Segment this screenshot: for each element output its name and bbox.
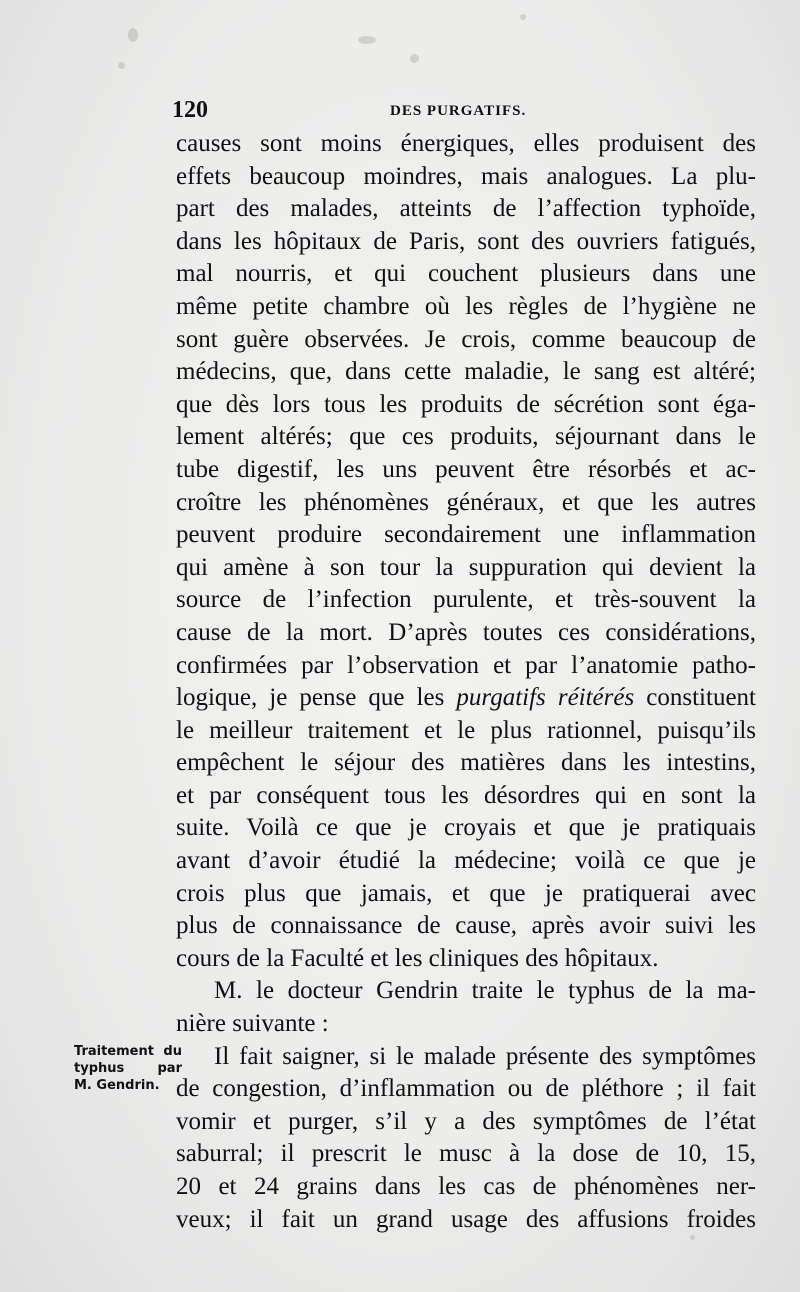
text-line: plus de connaissance de cause, après avoir suivi les <box>176 912 756 940</box>
margin-note <box>74 1043 182 1094</box>
page-number: 120 <box>172 97 208 123</box>
text-line: Il fait saigner, si le malade présente des symptômes <box>214 1042 756 1070</box>
text-line: même petite chambre où les règles de l’hygiène ne <box>176 292 756 320</box>
text-line: sont guère observées. Je crois, comme beaucoup de <box>176 325 756 353</box>
text-line: 20 et 24 grains dans les cas de phénomènes ner- <box>176 1173 756 1200</box>
text-line: confirmées par l’observation et par l’anatomie patho- <box>176 651 756 679</box>
text-line: cours de la Faculté et les cliniques des hôpitaux. <box>176 944 659 972</box>
body-text <box>176 128 756 1236</box>
text-line: avant d’avoir étudié la médecine; voilà ce que je <box>176 847 756 875</box>
text-line: part des malades, atteints de l’affection typhoïde, <box>176 195 756 223</box>
text-line: lement altérés; que ces produits, séjournant dans le <box>176 423 756 451</box>
text-line: crois plus que jamais, et que je pratiquerai avec <box>176 879 756 907</box>
text-line: veux; il fait un grand usage des affusions froides <box>176 1205 756 1233</box>
italic-phrase: purgatifs réitérés <box>456 684 635 712</box>
text-line: tube digestif, les uns peuvent être résorbés et ac- <box>176 455 756 483</box>
text-line: mal nourris, et qui couchent plusieurs dans une <box>176 260 756 288</box>
text-segment: logique, je pense que les <box>176 684 457 712</box>
text-line: M. le docteur Gendrin traite le typhus de la ma- <box>214 977 756 1005</box>
text-line: de congestion, d’inflammation ou de pléthore ; il fait <box>176 1075 756 1103</box>
text-line: nière suivante : <box>176 1010 329 1038</box>
text-line: causes sont moins énergiques, elles produisent des <box>176 130 756 157</box>
text-line: empêchent le séjour des matières dans les intestins, <box>176 749 756 777</box>
text-line: et par conséquent tous les désordres qui en sont la <box>176 781 756 809</box>
text-line: qui amène à son tour la suppuration qui devient la <box>176 553 756 581</box>
text-line: effets beaucoup moindres, mais analogues. La plu- <box>176 162 756 190</box>
text-line: source de l’infection purulente, et très-souvent la <box>176 586 756 614</box>
running-title: DES PURGATIFS. <box>390 103 527 119</box>
text-line: suite. Voilà ce que je croyais et que je pratiquais <box>176 814 756 842</box>
margin-note-line: Traitement du <box>74 1044 182 1059</box>
text-line: croître les phénomènes généraux, et que les autres <box>176 488 756 516</box>
text-line: peuvent produire secondairement une inflammation <box>176 521 756 549</box>
text-line: le meilleur traitement et le plus rationnel, puisqu’ils <box>176 716 756 744</box>
text-segment: constituent <box>634 684 756 712</box>
text-line-with-italic <box>176 682 756 715</box>
margin-note-line: typhus par <box>74 1061 182 1076</box>
margin-note-line: M. Gendrin. <box>74 1078 160 1093</box>
text-line: cause de la mort. D’après toutes ces considérations, <box>176 618 756 646</box>
text-line: dans les hôpitaux de Paris, sont des ouvriers fatigués, <box>176 227 756 255</box>
text-line: saburral; il prescrit le musc à la dose de 10, 15, <box>176 1140 756 1168</box>
text-line: que dès lors tous les produits de sécrétion sont éga- <box>176 390 756 418</box>
page-header <box>172 97 752 127</box>
text-line: vomir et purger, s’il y a des symptômes de l’état <box>176 1107 756 1135</box>
text-line: médecins, que, dans cette maladie, le sang est altéré; <box>176 358 756 386</box>
